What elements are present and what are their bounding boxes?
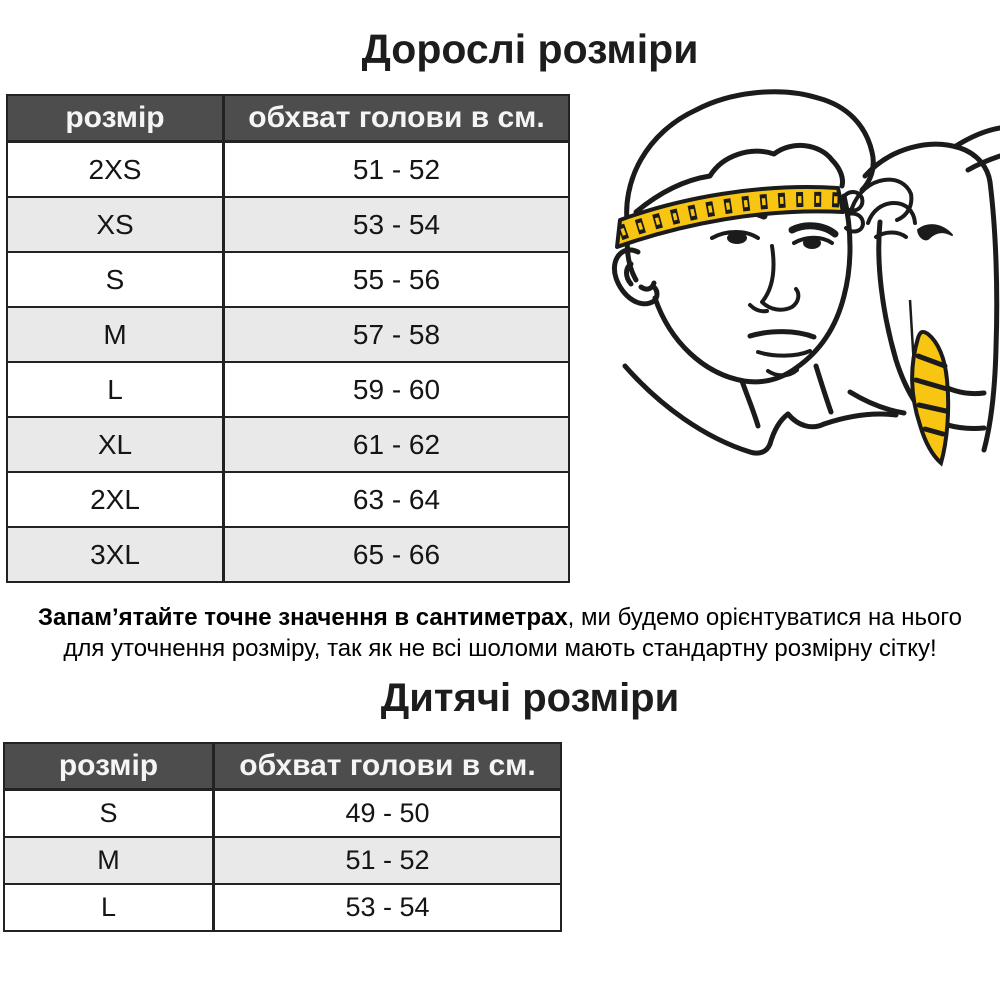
- table-row: [7, 362, 569, 417]
- kids-sizes-title: Дитячі розміри: [380, 676, 680, 720]
- circumference-cell: 53 - 54: [214, 884, 562, 931]
- column-header-size: розмір: [7, 95, 224, 142]
- table-row: [7, 307, 569, 362]
- circumference-cell: 65 - 66: [224, 527, 570, 582]
- table-row: [7, 472, 569, 527]
- mouth: [750, 332, 814, 337]
- measurement-note: [20, 602, 980, 664]
- size-cell: 2XS: [7, 142, 224, 198]
- circumference-cell: 59 - 60: [224, 362, 570, 417]
- adult-sizes-title: Дорослі розміри: [361, 26, 699, 72]
- table-row: [4, 884, 561, 931]
- table-row: [7, 197, 569, 252]
- column-header-circumference: обхват голови в см.: [214, 743, 562, 790]
- table-row: [4, 837, 561, 884]
- right-eye: [803, 237, 821, 249]
- circumference-cell: 55 - 56: [224, 252, 570, 307]
- left-eye: [727, 232, 747, 244]
- circumference-cell: 51 - 52: [214, 837, 562, 884]
- man-measuring-head-with-tape-illustration: [600, 80, 1000, 520]
- hand-outline: [865, 144, 990, 182]
- size-cell: L: [7, 362, 224, 417]
- table-row: [4, 790, 561, 838]
- circumference-cell: 51 - 52: [224, 142, 570, 198]
- nose: [762, 246, 798, 310]
- size-cell: S: [7, 252, 224, 307]
- size-cell: 2XL: [7, 472, 224, 527]
- circumference-cell: 57 - 58: [224, 307, 570, 362]
- size-cell: L: [4, 884, 214, 931]
- size-cell: M: [4, 837, 214, 884]
- adult-size-table: [6, 94, 570, 583]
- circumference-cell: 61 - 62: [224, 417, 570, 472]
- kids-size-table: [3, 742, 562, 932]
- right-eyebrow: [792, 226, 835, 234]
- size-cell: M: [7, 307, 224, 362]
- table-row: [7, 142, 569, 198]
- note-regular-text: , ми будемо орієнтуватися на нього для уточнення розміру, так як не всі шоломи мають стандартну розмірну сітку!: [63, 604, 962, 662]
- adult-table-header-row: [7, 95, 569, 142]
- size-cell: XL: [7, 417, 224, 472]
- circumference-cell: 63 - 64: [224, 472, 570, 527]
- kids-table-header-row: [4, 743, 561, 790]
- column-header-circumference: обхват голови в см.: [224, 95, 570, 142]
- circumference-cell: 53 - 54: [224, 197, 570, 252]
- circumference-cell: 49 - 50: [214, 790, 562, 838]
- note-bold-text: Запам’ятайте точне значення в сантиметрах: [38, 604, 568, 631]
- size-cell: XS: [7, 197, 224, 252]
- table-row: [7, 252, 569, 307]
- size-cell: 3XL: [7, 527, 224, 582]
- column-header-size: розмір: [4, 743, 214, 790]
- size-cell: S: [4, 790, 214, 838]
- measuring-tape-end: [910, 300, 948, 463]
- table-row: [7, 527, 569, 582]
- table-row: [7, 417, 569, 472]
